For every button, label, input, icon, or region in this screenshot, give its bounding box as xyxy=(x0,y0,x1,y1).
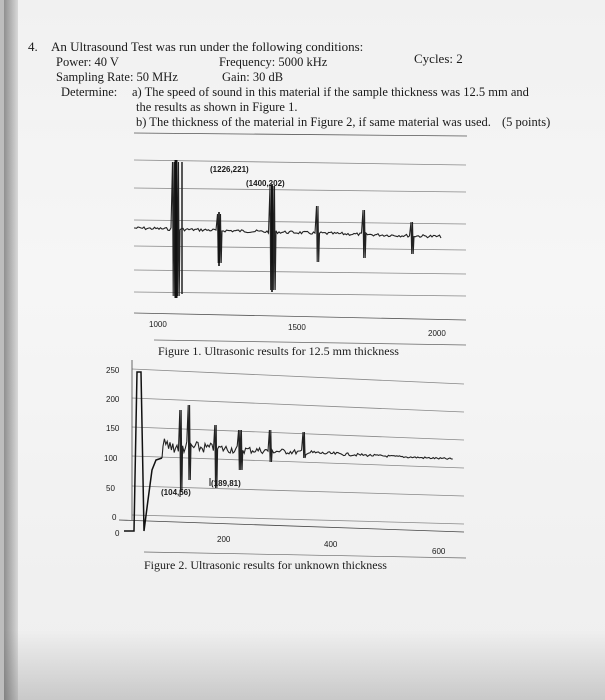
fig2-gridline xyxy=(132,398,464,412)
fig2-gridline xyxy=(132,515,464,524)
condition-frequency: Frequency: 5000 kHz xyxy=(219,55,328,69)
condition-gain: Gain: 30 dB xyxy=(222,70,284,84)
problem-number: 4. xyxy=(28,39,38,54)
fig1-annotation-1: (1226,221) xyxy=(210,165,249,174)
part-a-text-cont: the results as shown in Figure 1. xyxy=(136,100,298,114)
condition-cycles: Cycles: 2 xyxy=(414,51,463,66)
condition-sampling-rate: Sampling Rate: 50 MHz xyxy=(56,70,178,84)
determine-label: Determine: xyxy=(61,85,118,99)
fig2-xtick-0: 0 xyxy=(115,529,120,538)
fig2-ytick-250: 250 xyxy=(106,366,120,375)
fig2-xtick-600: 600 xyxy=(432,547,446,556)
fig2-axis-line xyxy=(119,520,464,532)
figure-2-chart xyxy=(4,0,605,700)
fig2-ytick-50: 50 xyxy=(106,484,115,493)
fig2-ytick-150: 150 xyxy=(106,424,120,433)
fig2-annotation-1: (104,56) xyxy=(161,488,191,497)
fig2-signal-line xyxy=(162,405,453,492)
fig2-xtick-200: 200 xyxy=(217,535,231,544)
fig2-annotation-2: (189,81) xyxy=(211,479,241,488)
points-label: (5 points) xyxy=(502,115,551,129)
fig2-ytick-200: 200 xyxy=(106,395,120,404)
condition-power: Power: 40 V xyxy=(56,55,119,69)
problem-intro: An Ultrasound Test was run under the following conditions: xyxy=(51,39,364,54)
fig1-xtick-1000: 1000 xyxy=(149,320,167,329)
fig1-xtick-2000: 2000 xyxy=(428,329,446,338)
fig2-xtick-400: 400 xyxy=(324,540,338,549)
part-a-text: a) The speed of sound in this material if the sample thickness was 12.5 mm and xyxy=(132,85,529,99)
paper-sheet xyxy=(4,0,605,700)
fig2-ytick-0: 0 xyxy=(112,513,117,522)
figure-2-caption: Figure 2. Ultrasonic results for unknown thickness xyxy=(144,558,387,572)
fig2-gridline xyxy=(132,369,464,384)
part-b-text: b) The thickness of the material in Figure 2, if same material was used. xyxy=(136,115,491,129)
fig1-xtick-1500: 1500 xyxy=(288,323,306,332)
figure-1-caption: Figure 1. Ultrasonic results for 12.5 mm thickness xyxy=(158,344,399,358)
photo-shadow xyxy=(4,630,605,700)
fig1-annotation-2: (1400,202) xyxy=(246,179,285,188)
fig2-ytick-100: 100 xyxy=(104,454,118,463)
fig2-initial-pulse xyxy=(124,372,162,531)
